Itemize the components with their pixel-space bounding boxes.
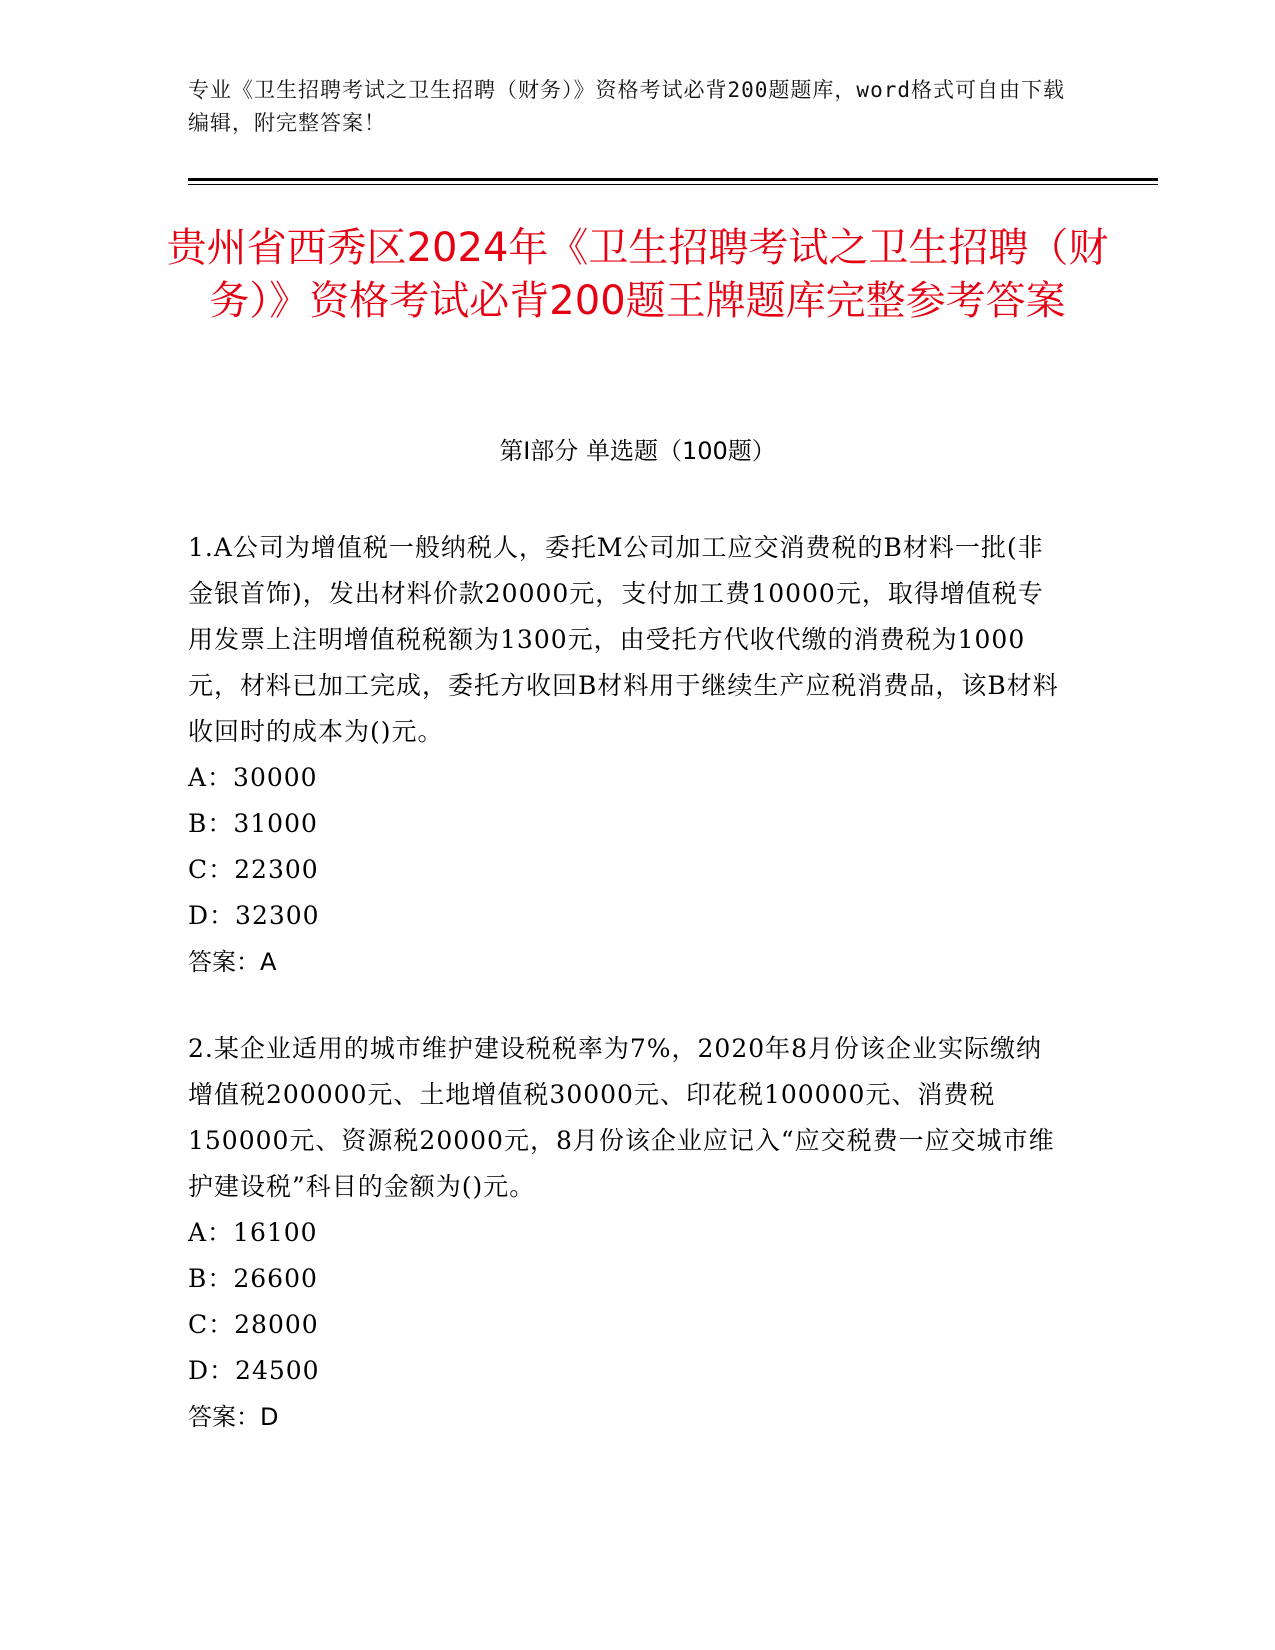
question-2 bbox=[188, 1026, 1068, 1440]
answer: 答案：D bbox=[188, 1403, 279, 1431]
option-b: B：31000 bbox=[188, 809, 318, 838]
option-a: A：16100 bbox=[188, 1218, 318, 1247]
option-d: D：24500 bbox=[188, 1356, 320, 1385]
option-b: B：26600 bbox=[188, 1264, 318, 1293]
option-list bbox=[188, 755, 1068, 939]
question-stem: 2.某企业适用的城市维护建设税税率为7%，2020年8月份该企业实际缴纳增值税200000元、土地增值税30000元、印花税100000元、消费税150000元、资源税20000元，8月份该企业应记入“应交税费一应交城市维护建设税”科目的金额为()元。 bbox=[188, 1034, 1055, 1201]
header-rule-thick bbox=[188, 178, 1158, 181]
option-d: D：32300 bbox=[188, 901, 320, 930]
answer: 答案：A bbox=[188, 948, 277, 976]
option-c: C：28000 bbox=[188, 1310, 319, 1339]
header-rule-thin bbox=[188, 184, 1158, 185]
header-note: 专业《卫生招聘考试之卫生招聘（财务）》资格考试必背200题题库，word格式可自由下载编辑，附完整答案！ bbox=[188, 78, 1065, 135]
document-title: 贵州省西秀区2024年《卫生招聘考试之卫生招聘（财务）》资格考试必背200题王牌题库完整参考答案 bbox=[166, 225, 1109, 324]
section-title: 第Ⅰ部分 单选题（100题） bbox=[499, 437, 776, 465]
question-1 bbox=[188, 525, 1068, 985]
option-a: A：30000 bbox=[188, 763, 318, 792]
option-c: C：22300 bbox=[188, 855, 319, 884]
question-stem: 1.A公司为增值税一般纳税人，委托M公司加工应交消费税的B材料一批(非金银首饰)，发出材料价款20000元，支付加工费10000元，取得增值税专用发票上注明增值税税额为1300元，由受托方代收代缴的消费税为1000元，材料已加工完成，委托方收回B材料用于继续生产应税消费品，该B材料收回时的成本为()元。 bbox=[188, 533, 1059, 746]
option-list bbox=[188, 1210, 1068, 1394]
